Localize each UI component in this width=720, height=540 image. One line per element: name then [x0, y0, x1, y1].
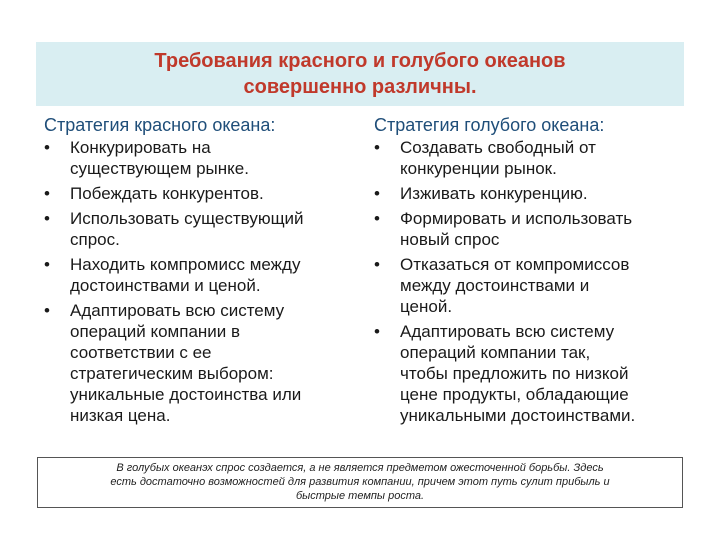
red-ocean-list [44, 137, 370, 426]
item-text-line: существующем рынке. [70, 159, 249, 178]
bullet-icon: • [374, 209, 380, 228]
bullet-icon: • [44, 138, 50, 157]
item-text-line: Адаптировать всю систему [70, 301, 285, 320]
item-text-line: уникальными достоинствами. [400, 406, 636, 425]
item-text-line: стратегическим выбором: [70, 364, 274, 383]
item-text-line: Изживать конкуренцию. [400, 184, 588, 203]
red-ocean-item-5 [44, 300, 370, 426]
summary-note-box [37, 457, 683, 508]
bullet-icon: • [374, 184, 380, 203]
item-text-line: операций компании так, [400, 343, 591, 362]
slide-title-line-1: Требования красного и голубого океанов [154, 50, 566, 72]
item-text-line: Создавать свободный от [400, 138, 596, 157]
item-text-line: Формировать и использовать [400, 209, 633, 228]
item-text-line: спрос. [70, 230, 120, 249]
bullet-icon: • [44, 301, 50, 320]
item-text-line: Отказаться от компромиссов [400, 255, 630, 274]
bullet-icon: • [374, 138, 380, 157]
blue-ocean-item-3 [374, 208, 700, 250]
bullet-icon: • [44, 209, 50, 228]
item-text-line: Адаптировать всю систему [400, 322, 615, 341]
slide-title-line-2: совершенно различны. [243, 76, 477, 98]
bullet-icon: • [374, 255, 380, 274]
red-ocean-item-3 [44, 208, 370, 250]
item-text-line: операций компании в [70, 322, 241, 341]
blue-ocean-item-1 [374, 137, 700, 179]
item-text-line: достоинствами и ценой. [70, 276, 261, 295]
item-text-line: Находить компромисс между [70, 255, 301, 274]
bullet-icon: • [44, 255, 50, 274]
bullet-icon: • [44, 184, 50, 203]
item-text-line: новый спрос [400, 230, 500, 249]
item-text-line: Побеждать конкурентов. [70, 184, 264, 203]
item-text-line: ценой. [400, 297, 453, 316]
red-ocean-item-2 [44, 183, 370, 204]
item-text-line: между достоинствами и [400, 276, 590, 295]
item-text-line: конкуренции рынок. [400, 159, 557, 178]
red-ocean-item-1 [44, 137, 370, 179]
blue-ocean-list [374, 137, 700, 426]
item-text-line: Конкурировать на [70, 138, 211, 157]
item-text-line: уникальные достоинства или [70, 385, 302, 404]
summary-note-line-2: есть достаточно возможностей для развития компании, причем этот путь сулит прибыль и [110, 476, 610, 488]
blue-ocean-item-2 [374, 183, 700, 204]
blue-ocean-header: Стратегия голубого океана: [374, 115, 605, 135]
item-text-line: Использовать существующий [70, 209, 304, 228]
blue-ocean-column [374, 114, 700, 430]
item-text-line: чтобы предложить по низкой [400, 364, 629, 383]
red-ocean-header: Стратегия красного океана: [44, 115, 276, 135]
summary-note-line-3: быстрые темпы роста. [295, 490, 425, 502]
red-ocean-item-4 [44, 254, 370, 296]
item-text-line: низкая цена. [70, 406, 171, 425]
item-text-line: соответствии с ее [70, 343, 212, 362]
bullet-icon: • [374, 322, 380, 341]
slide-title-banner [36, 42, 684, 106]
blue-ocean-item-4 [374, 254, 700, 317]
summary-note-line-1: В голубых океанэх спрос создается, а не является предметом ожесточенной борьбы. Здесь [116, 462, 604, 474]
item-text-line: цене продукты, обладающие [400, 385, 629, 404]
blue-ocean-item-5 [374, 321, 700, 426]
red-ocean-column [44, 114, 370, 430]
